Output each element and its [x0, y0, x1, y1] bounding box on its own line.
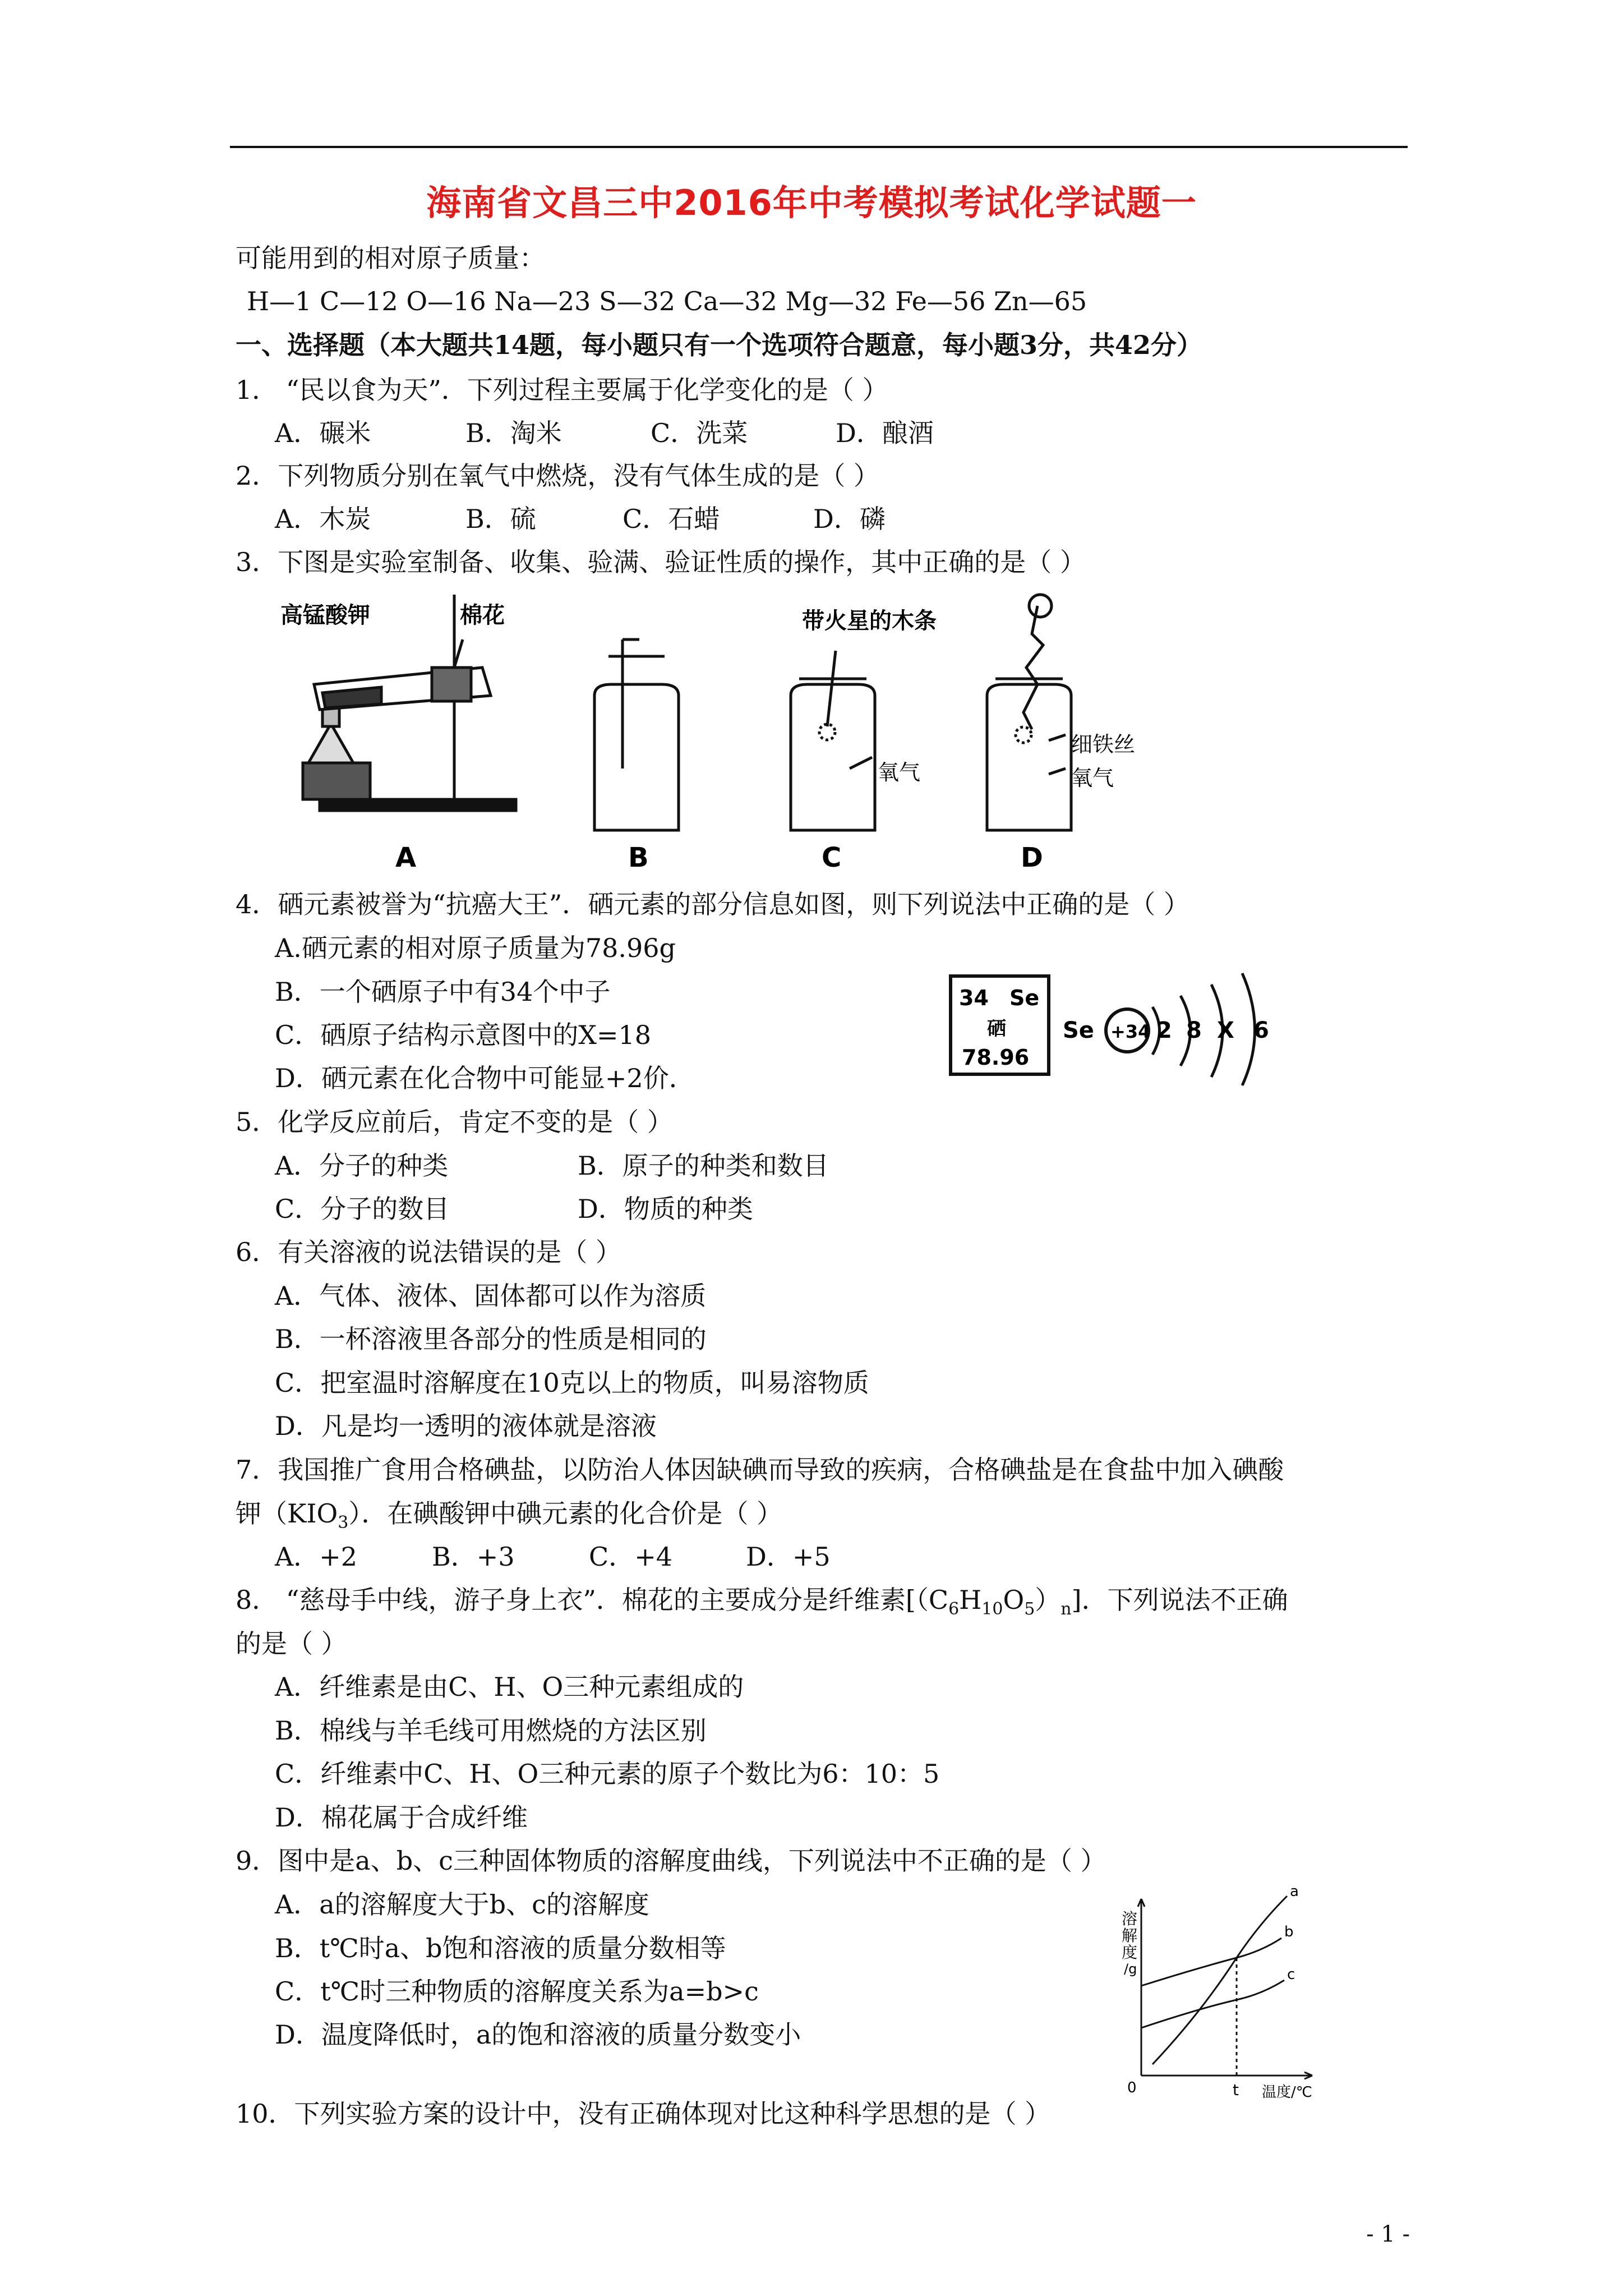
question-7-stem-line-2 — [236, 1497, 782, 1540]
chart-xlabel: 温度/℃ — [1262, 2084, 1312, 2101]
label-a: A — [395, 842, 417, 873]
q7-option-b: B．+3 — [432, 1542, 515, 1572]
q5-option-b: B．原子的种类和数目 — [578, 1151, 829, 1181]
label-o2-d: 氧气 — [1071, 766, 1114, 790]
q8-option-a: A．纤维素是由C、H、O三种元素组成的 — [275, 1672, 744, 1702]
series-c-label: c — [1287, 1966, 1295, 1983]
shell-2-electrons: 8 — [1186, 1018, 1202, 1043]
element-symbol: Se — [1009, 986, 1040, 1010]
nucleus-charge: +34 — [1110, 1021, 1151, 1042]
q8-text-a: 8． “慈母手中线，游子身上衣”．棉花的主要成分是纤维素[（C — [236, 1585, 949, 1615]
question-7-stem-line-1: 7．我国推广食用合格碘盐，以防治人体因缺碘而导致的疾病，合格碘盐是在食盐中加入碘酸 — [236, 1455, 1284, 1485]
apparatus-d — [987, 595, 1071, 830]
q7-text-a: 钾（KIO — [236, 1498, 338, 1529]
question-1-options — [275, 416, 934, 450]
q2-option-a: A．木炭 — [275, 504, 371, 534]
q7-option-d: D．+5 — [746, 1542, 831, 1572]
q8-sub-5: 5 — [1024, 1599, 1035, 1619]
q7-sub-3: 3 — [338, 1513, 349, 1533]
label-cotton: 棉花 — [460, 602, 505, 628]
q4-option-d: D．硒元素在化合物中可能显+2价． — [275, 1063, 695, 1093]
chart-ylabel-1: 溶 — [1122, 1910, 1138, 1928]
q9-option-c: C．t℃时三种物质的溶解度关系为a=b>c — [275, 1976, 759, 2007]
q4-option-b: B．一个硒原子中有34个中子 — [275, 977, 611, 1007]
q9-option-a: A．a的溶解度大于b、c的溶解度 — [275, 1889, 649, 1920]
page-number: - 1 - — [1366, 2221, 1410, 2247]
q5-option-c: C．分子的数目 — [275, 1194, 450, 1224]
element-mass: 78.96 — [962, 1045, 1030, 1070]
q8-o: O — [1003, 1585, 1025, 1615]
header-rule — [230, 146, 1408, 148]
q8-sub-6: 6 — [948, 1599, 960, 1619]
section-heading: 一、选择题（本大题共14题，每小题只有一个选项符合题意，每小题3分，共42分） — [236, 330, 1203, 360]
q4-option-c: C．硒原子结构示意图中的X=18 — [275, 1020, 652, 1050]
q1-option-a: A．碾米 — [275, 418, 371, 448]
page-title: 海南省文昌三中2016年中考模拟考试化学试题一 — [426, 182, 1197, 223]
q8-h: H — [959, 1585, 982, 1615]
element-number: 34 — [959, 986, 989, 1010]
question-1-stem: 1． “民以食为天”．下列过程主要属于化学变化的是（ ） — [236, 375, 888, 405]
label-splint: 带火星的木条 — [802, 608, 937, 634]
curve-b — [1141, 1938, 1281, 1986]
q1-option-d: D．酿酒 — [836, 418, 934, 448]
solubility-chart — [1099, 1885, 1335, 2109]
apparatus-c — [791, 651, 875, 830]
label-o2-c: 氧气 — [878, 760, 921, 785]
q8-option-b: B．棉线与羊毛线可用燃烧的方法区别 — [275, 1715, 707, 1746]
q2-option-b: B．硫 — [465, 504, 536, 534]
q8-sub-n: n — [1061, 1599, 1072, 1619]
question-3-stem: 3．下图是实验室制备、收集、验满、验证性质的操作，其中正确的是（ ） — [236, 547, 1086, 577]
label-kmno4: 高锰酸钾 — [280, 602, 370, 628]
series-b-label: b — [1284, 1924, 1294, 1940]
label-d: D — [1021, 842, 1043, 873]
question-7-options — [275, 1540, 831, 1573]
shell-1-electrons: 2 — [1156, 1018, 1172, 1043]
q6-option-a: A．气体、液体、固体都可以作为溶质 — [275, 1281, 707, 1311]
shell-4-electrons: 6 — [1253, 1018, 1269, 1043]
question-2-options — [275, 502, 886, 536]
apparatus-b — [594, 639, 679, 830]
curve-a — [1152, 1896, 1287, 2064]
q5-option-a: A．分子的种类 — [275, 1151, 449, 1181]
shell-3-electrons: X — [1217, 1018, 1234, 1043]
question-6-stem: 6．有关溶液的说法错误的是（ ） — [236, 1237, 621, 1267]
chart-ylabel-3: 度 — [1122, 1943, 1138, 1962]
curve-c — [1141, 1980, 1284, 2028]
question-4-stem: 4．硒元素被誉为“抗癌大王”．硒元素的部分信息如图，则下列说法中正确的是（ ） — [236, 889, 1189, 919]
label-b: B — [628, 842, 649, 873]
question-5-stem: 5．化学反应前后，肯定不变的是（ ） — [236, 1107, 673, 1137]
chart-ylabel-2: 解 — [1122, 1926, 1138, 1945]
q8-option-c: C．纤维素中C、H、O三种元素的原子个数比为6：10：5 — [275, 1759, 940, 1789]
q9-option-d: D．温度降低时，a的饱和溶液的质量分数变小 — [275, 2019, 801, 2050]
selenium-figure — [948, 959, 1284, 1088]
q2-option-d: D．磷 — [813, 504, 886, 534]
q4-option-a: A.硒元素的相对原子质量为78.96g — [275, 933, 676, 963]
series-a-label: a — [1290, 1885, 1299, 1900]
atomic-mass-list: H—1 C—12 O—16 Na—23 S—32 Ca—32 Mg—32 Fe—56 Zn—65 — [247, 286, 1087, 316]
q7-text-b: ）．在碘酸钾中碘元素的化合价是（ ） — [348, 1498, 782, 1529]
q8-text-b: ]．下列说法不正确 — [1071, 1585, 1288, 1615]
question-8-stem-line-1 — [236, 1583, 1288, 1626]
q2-option-c: C．石蜡 — [623, 504, 720, 534]
q9-option-b: B．t℃时a、b饱和溶液的质量分数相等 — [275, 1933, 726, 1963]
chart-ylabel-4: /g — [1124, 1961, 1137, 1977]
atomic-mass-intro: 可能用到的相对原子质量： — [236, 243, 545, 273]
q5-options-row-1 — [275, 1149, 829, 1182]
q7-option-c: C．+4 — [589, 1542, 673, 1572]
chart-origin: 0 — [1127, 2079, 1137, 2096]
element-name: 硒 — [987, 1018, 1006, 1040]
q6-option-b: B．一杯溶液里各部分的性质是相同的 — [275, 1324, 707, 1354]
q8-sub-10: 10 — [981, 1599, 1003, 1619]
q8-close: ） — [1035, 1585, 1061, 1615]
label-c: C — [822, 842, 842, 873]
question-2-stem: 2．下列物质分别在氧气中燃烧，没有气体生成的是（ ） — [236, 461, 879, 491]
atom-symbol: Se — [1063, 1018, 1094, 1043]
q6-option-c: C．把室温时溶解度在10克以上的物质，叫易溶物质 — [275, 1368, 869, 1398]
q1-option-b: B．淘米 — [465, 418, 562, 448]
q1-option-c: C．洗菜 — [651, 418, 748, 448]
chart-t-label: t — [1233, 2081, 1239, 2099]
question-10-stem: 10．下列实验方案的设计中，没有正确体现对比这种科学思想的是（ ） — [236, 2099, 1051, 2129]
question-9-stem: 9．图中是a、b、c三种固体物质的溶解度曲线，下列说法中不正确的是（ ） — [236, 1846, 1106, 1876]
label-wire: 细铁丝 — [1071, 732, 1136, 757]
q5-option-d: D．物质的种类 — [578, 1194, 753, 1224]
q8-option-d: D．棉花属于合成纤维 — [275, 1802, 528, 1833]
q7-option-a: A．+2 — [275, 1542, 358, 1572]
q6-option-d: D．凡是均一透明的液体就是溶液 — [275, 1411, 657, 1441]
lab-apparatus-figure — [269, 583, 1290, 875]
question-8-stem-line-2: 的是（ ） — [236, 1628, 347, 1659]
q5-options-row-2 — [275, 1192, 753, 1226]
